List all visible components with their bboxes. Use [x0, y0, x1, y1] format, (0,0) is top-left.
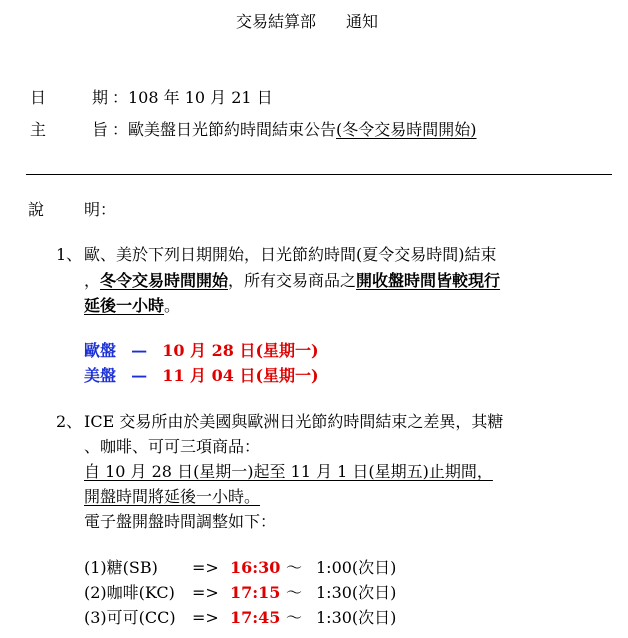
eu-market-date: 10 月 28 日(星期一): [162, 341, 319, 360]
item1-line2: [84, 271, 500, 291]
subject-text: [128, 120, 477, 140]
schedule-row: [84, 583, 396, 603]
open-time: 17:45: [230, 608, 281, 627]
item1-line2-mid: ，所有交易商品之: [228, 271, 357, 290]
item1-line2-bold: 冬令交易時間開始: [100, 271, 229, 290]
close-time: 1:30(次日): [316, 608, 397, 627]
item1-line3-end: 。: [164, 296, 181, 315]
date-label-2: 期: [92, 88, 109, 107]
arrow: =>: [192, 583, 219, 602]
eu-market-label: 歐盤: [84, 341, 117, 360]
item1-line1: 歐、美於下列日期開始，日光節約時間(夏令交易時間)結束: [84, 245, 497, 264]
item1-line2-comma: ，: [84, 271, 101, 290]
close-time: 1:00(次日): [316, 558, 397, 577]
us-market-date: 11 月 04 日(星期一): [162, 366, 319, 385]
tilde: ～: [286, 558, 303, 577]
item2-line4: 開盤時間將延後一小時。: [84, 487, 261, 506]
schedule-row: [84, 608, 396, 628]
open-time: 16:30: [230, 558, 281, 577]
item2-number: 2、: [56, 412, 83, 431]
us-market-dash: —: [131, 366, 148, 385]
product-name: (2)咖啡(KC): [84, 583, 175, 602]
subject-label-2: 旨: [92, 120, 109, 139]
close-time: 1:30(次日): [316, 583, 397, 602]
eu-market-row: [84, 341, 319, 361]
tilde: ～: [286, 608, 303, 627]
subject-label-1: 主: [30, 120, 47, 139]
subject-colon: ：: [112, 120, 129, 139]
header-dept: 交易結算部: [236, 12, 317, 31]
item2-line2: 、咖啡、可可三項商品：: [84, 437, 261, 456]
desc-label-2: 明：: [84, 200, 117, 219]
tilde: ～: [286, 583, 303, 602]
subject-main: 歐美盤日光節約時間結束公告: [128, 120, 337, 139]
desc-label-1: 說: [28, 200, 45, 219]
us-market-row: [84, 366, 319, 386]
subject-underlined: (冬令交易時間開始): [336, 120, 477, 139]
arrow: =>: [192, 608, 219, 627]
date-value: 108 年 10 月 21 日: [128, 88, 273, 107]
date-label-1: 日: [30, 88, 47, 107]
us-market-label: 美盤: [84, 366, 117, 385]
item2-line3: 自 10 月 28 日(星期一)起至 11 月 1 日(星期五)止期間，: [84, 462, 493, 481]
item1-number: 1、: [56, 245, 83, 264]
eu-market-dash: —: [131, 341, 148, 360]
item1-line3-bold: 延後一小時: [84, 296, 165, 315]
open-time: 17:15: [230, 583, 281, 602]
divider-line: [26, 174, 612, 175]
arrow: =>: [192, 558, 219, 577]
item1-line3: [84, 296, 180, 316]
item1-line2-bold2: 開收盤時間皆較現行: [356, 271, 501, 290]
date-colon: ：: [112, 88, 129, 107]
item2-line5: 電子盤開盤時間調整如下：: [84, 512, 277, 531]
product-name: (3)可可(CC): [84, 608, 176, 627]
item2-line1: ICE 交易所由於美國與歐洲日光節約時間結束之差異，其糖: [84, 412, 504, 431]
schedule-row: [84, 558, 396, 578]
header-type: 通知: [346, 12, 379, 31]
product-name: (1)糖(SB): [84, 558, 158, 577]
